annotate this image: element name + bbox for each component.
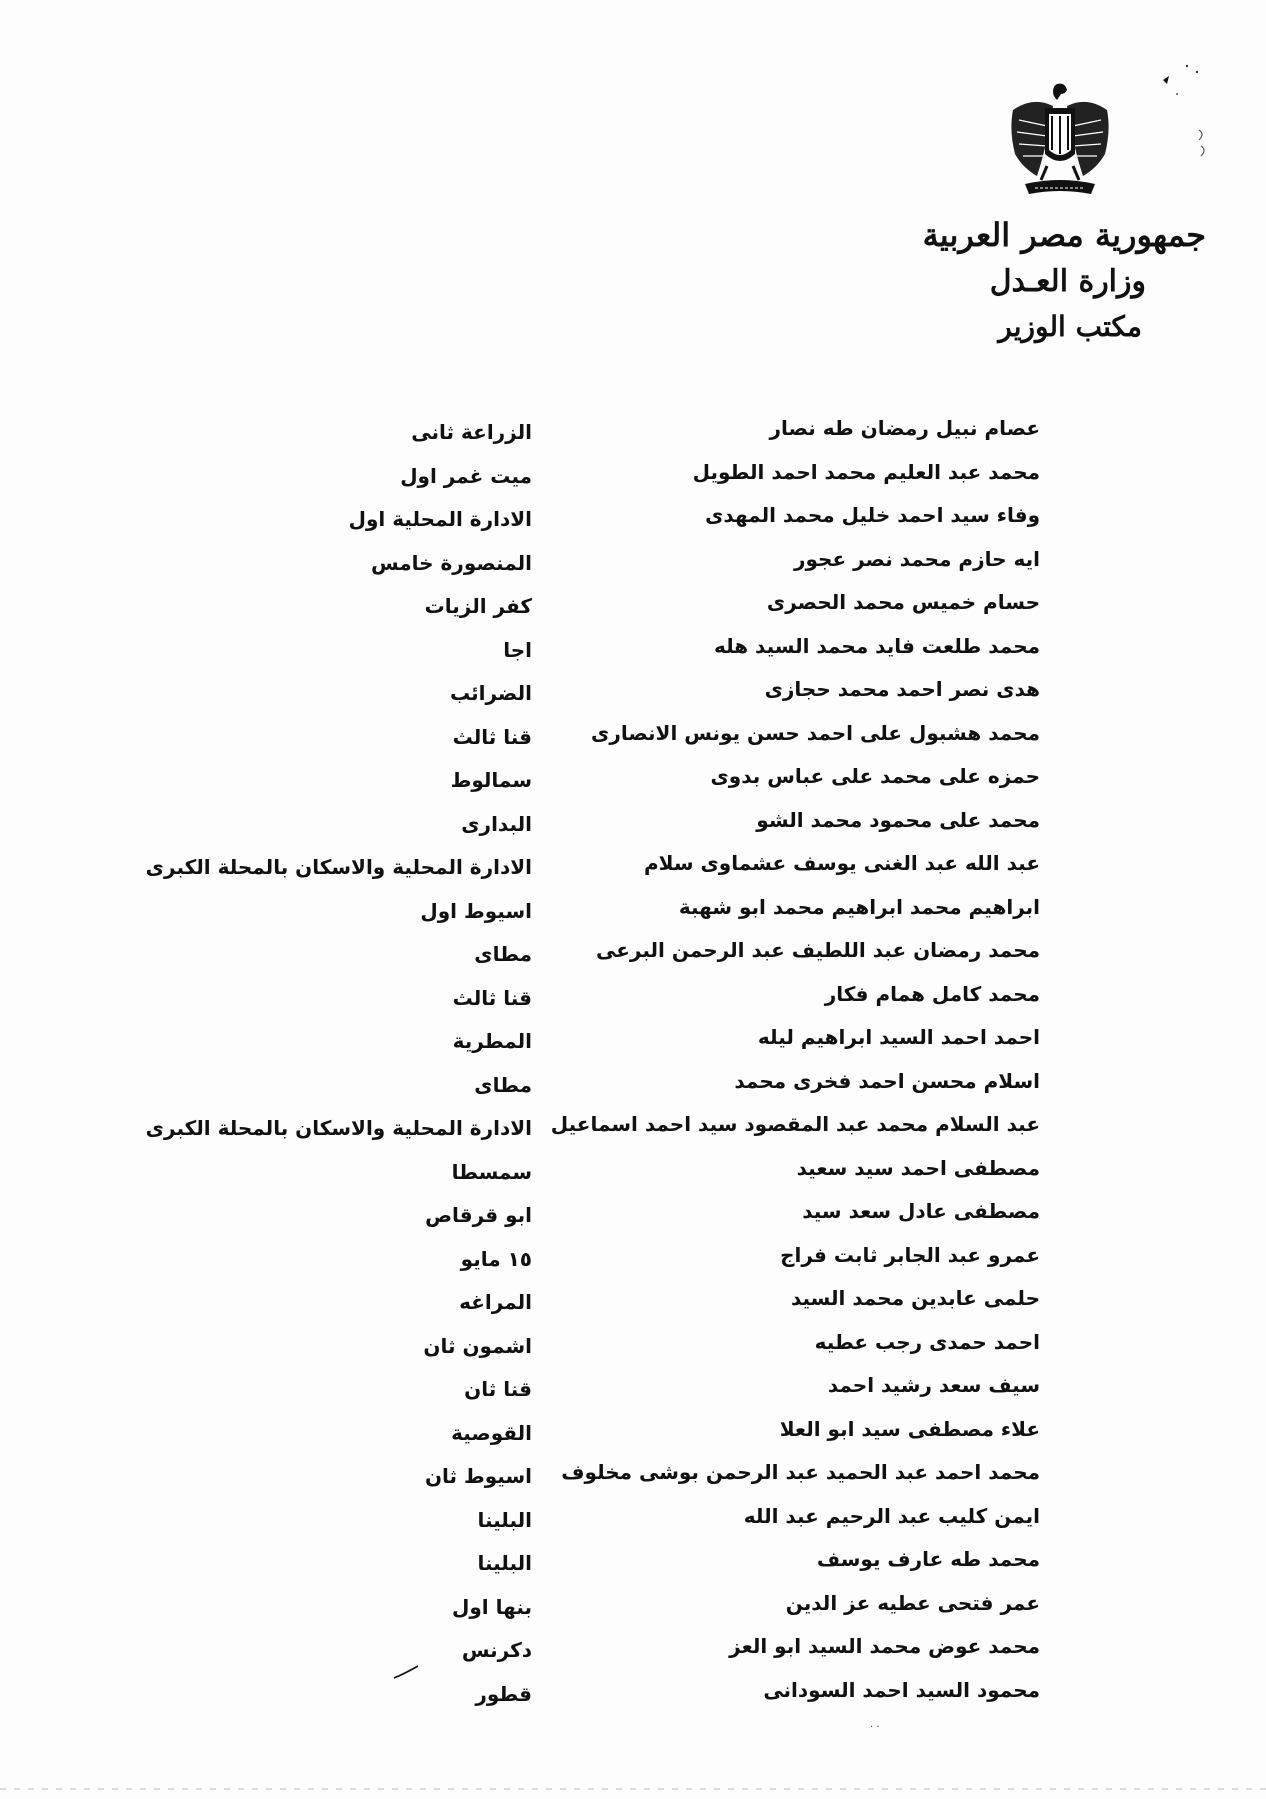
handwritten-tick-icon [392,1664,420,1680]
entry-name: عبد الله عبد الغنى يوسف عشماوى سلام [644,851,1040,875]
list-item [140,1061,1070,1105]
list-item [140,1583,1070,1627]
entry-name: محمد عبد العليم محمد احمد الطويل [692,459,1040,484]
entries-list [140,408,1070,1713]
list-item [140,1626,1070,1670]
entry-name: محمد احمد عبد الحميد عبد الرحمن بوشى مخلوف [561,1460,1040,1484]
entry-name: محمد على محمود محمد الشو [756,807,1040,832]
entry-place: الادارة المحلية والاسكان بالمحلة الكبرى [145,855,532,879]
entry-name: حسام خميس محمد الحصرى [766,590,1040,614]
entry-name: محمد طه عارف يوسف [816,1547,1040,1571]
entry-name: محمد عوض محمد السيد ابو العز [729,1634,1040,1658]
list-item [140,1104,1070,1148]
entry-place: اسيوط اول [420,898,532,923]
entry-place: المنصورة خامس [370,550,532,575]
list-item [140,800,1070,844]
list-item [140,408,1070,452]
entry-place: قنا ثالث [452,724,532,749]
list-item [140,669,1070,713]
entry-place: الادارة المحلية والاسكان بالمحلة الكبرى [145,1116,532,1140]
entry-place: ابو قرقاص [425,1203,532,1227]
list-item [140,1191,1070,1235]
entry-name: مصطفى عادل سعد سيد [802,1199,1040,1223]
entry-name: عصام نبيل رمضان طه نصار [769,416,1040,440]
list-item [140,843,1070,887]
entry-name: حمزه على محمد على عباس بدوى [710,764,1040,788]
list-item [140,582,1070,626]
entry-place: القوصية [451,1420,532,1445]
entry-name: ايه حازم محمد نصر عجور [794,546,1040,571]
entry-name: هدى نصر احمد محمد حجازى [764,677,1040,701]
entry-name: اسلام محسن احمد فخرى محمد [734,1068,1040,1093]
entry-place: اسيوط ثان [424,1464,532,1488]
entry-place: بنها اول [452,1594,532,1619]
scan-edge-line [0,1788,1266,1790]
entry-name: ابراهيم محمد ابراهيم محمد ابو شهبة [678,894,1040,919]
list-item [140,974,1070,1018]
entry-place: البدارى [461,811,532,836]
list-item [140,887,1070,931]
office-heading: مكتب الوزير [998,310,1142,344]
entry-place: ميت غمر اول [400,463,532,488]
entry-name: محمد رمضان عبد اللطيف عبد الرحمن البرعى [596,938,1040,962]
entry-place: ١٥ مايو [460,1246,532,1271]
entry-name: عمر فتحى عطيه عز الدين [785,1590,1040,1615]
entry-name: علاء مصطفى سيد ابو العلا [779,1416,1040,1441]
entry-name: مصطفى احمد سيد سعيد [796,1155,1040,1180]
list-item [140,539,1070,583]
entry-place: اجا [503,637,532,662]
entry-name: احمد حمدى رجب عطيه [814,1329,1040,1354]
ministry-heading: وزارة العـدل [989,264,1146,300]
entry-name: محمد كامل همام فكار [824,981,1040,1006]
entry-place: اشمون ثان [423,1333,532,1358]
entry-place: سمالوط [450,768,532,792]
list-item [140,495,1070,539]
list-item [140,1322,1070,1366]
entry-place: المطرية [452,1029,532,1053]
entry-name: محمد طلعت فايد محمد السيد هله [713,633,1040,658]
entry-name: عمرو عبد الجابر ثابت فراج [780,1242,1040,1267]
country-heading: جمهورية مصر العربية [922,216,1206,254]
entry-name: عبد السلام محمد عبد المقصود سيد احمد اسماعيل [550,1112,1040,1136]
list-item [140,1148,1070,1192]
list-item [140,1452,1070,1496]
scan-marks-icon [1155,52,1215,172]
entry-place: الادارة المحلية اول [348,507,532,531]
list-item [140,1539,1070,1583]
entry-name: سيف سعد رشيد احمد [827,1373,1040,1397]
entry-name: احمد احمد السيد ابراهيم ليله [757,1025,1040,1049]
entry-place: دكرنس [461,1638,532,1662]
eagle-emblem-icon [1005,80,1115,208]
list-item [140,1496,1070,1540]
list-item [140,713,1070,757]
entry-name: محمد هشبول على احمد حسن يونس الانصارى [590,720,1040,745]
scan-dots: · · [870,1722,880,1733]
list-item [140,930,1070,974]
list-item [140,452,1070,496]
entry-name: محمود السيد احمد السودانى [763,1677,1040,1702]
entry-place: الضرائب [449,681,532,705]
list-item [140,1235,1070,1279]
list-item [140,1365,1070,1409]
entry-place: قنا ثان [464,1377,532,1401]
entry-place: كفر الزيات [424,594,532,618]
list-item [140,1409,1070,1453]
letterhead [806,218,1206,343]
entry-place: مطاى [474,1072,532,1097]
entry-place: سمسطا [451,1159,532,1184]
list-item [140,1017,1070,1061]
entry-name: ايمن كليب عبد الرحيم عبد الله [743,1503,1040,1528]
list-item [140,626,1070,670]
entry-place: قنا ثالث [452,985,532,1010]
entry-place: مطاى [474,942,532,966]
list-item [140,1670,1070,1714]
entry-name: وفاء سيد احمد خليل محمد المهدى [705,503,1040,527]
list-item [140,756,1070,800]
entry-place: قطور [475,1681,532,1706]
entry-name: حلمى عابدين محمد السيد [790,1286,1040,1310]
entry-place: الزراعة ثانى [411,420,532,444]
entry-place: البلينا [477,1551,532,1575]
list-item [140,1278,1070,1322]
entry-place: المراغه [459,1290,532,1314]
entry-place: البلينا [477,1507,532,1532]
